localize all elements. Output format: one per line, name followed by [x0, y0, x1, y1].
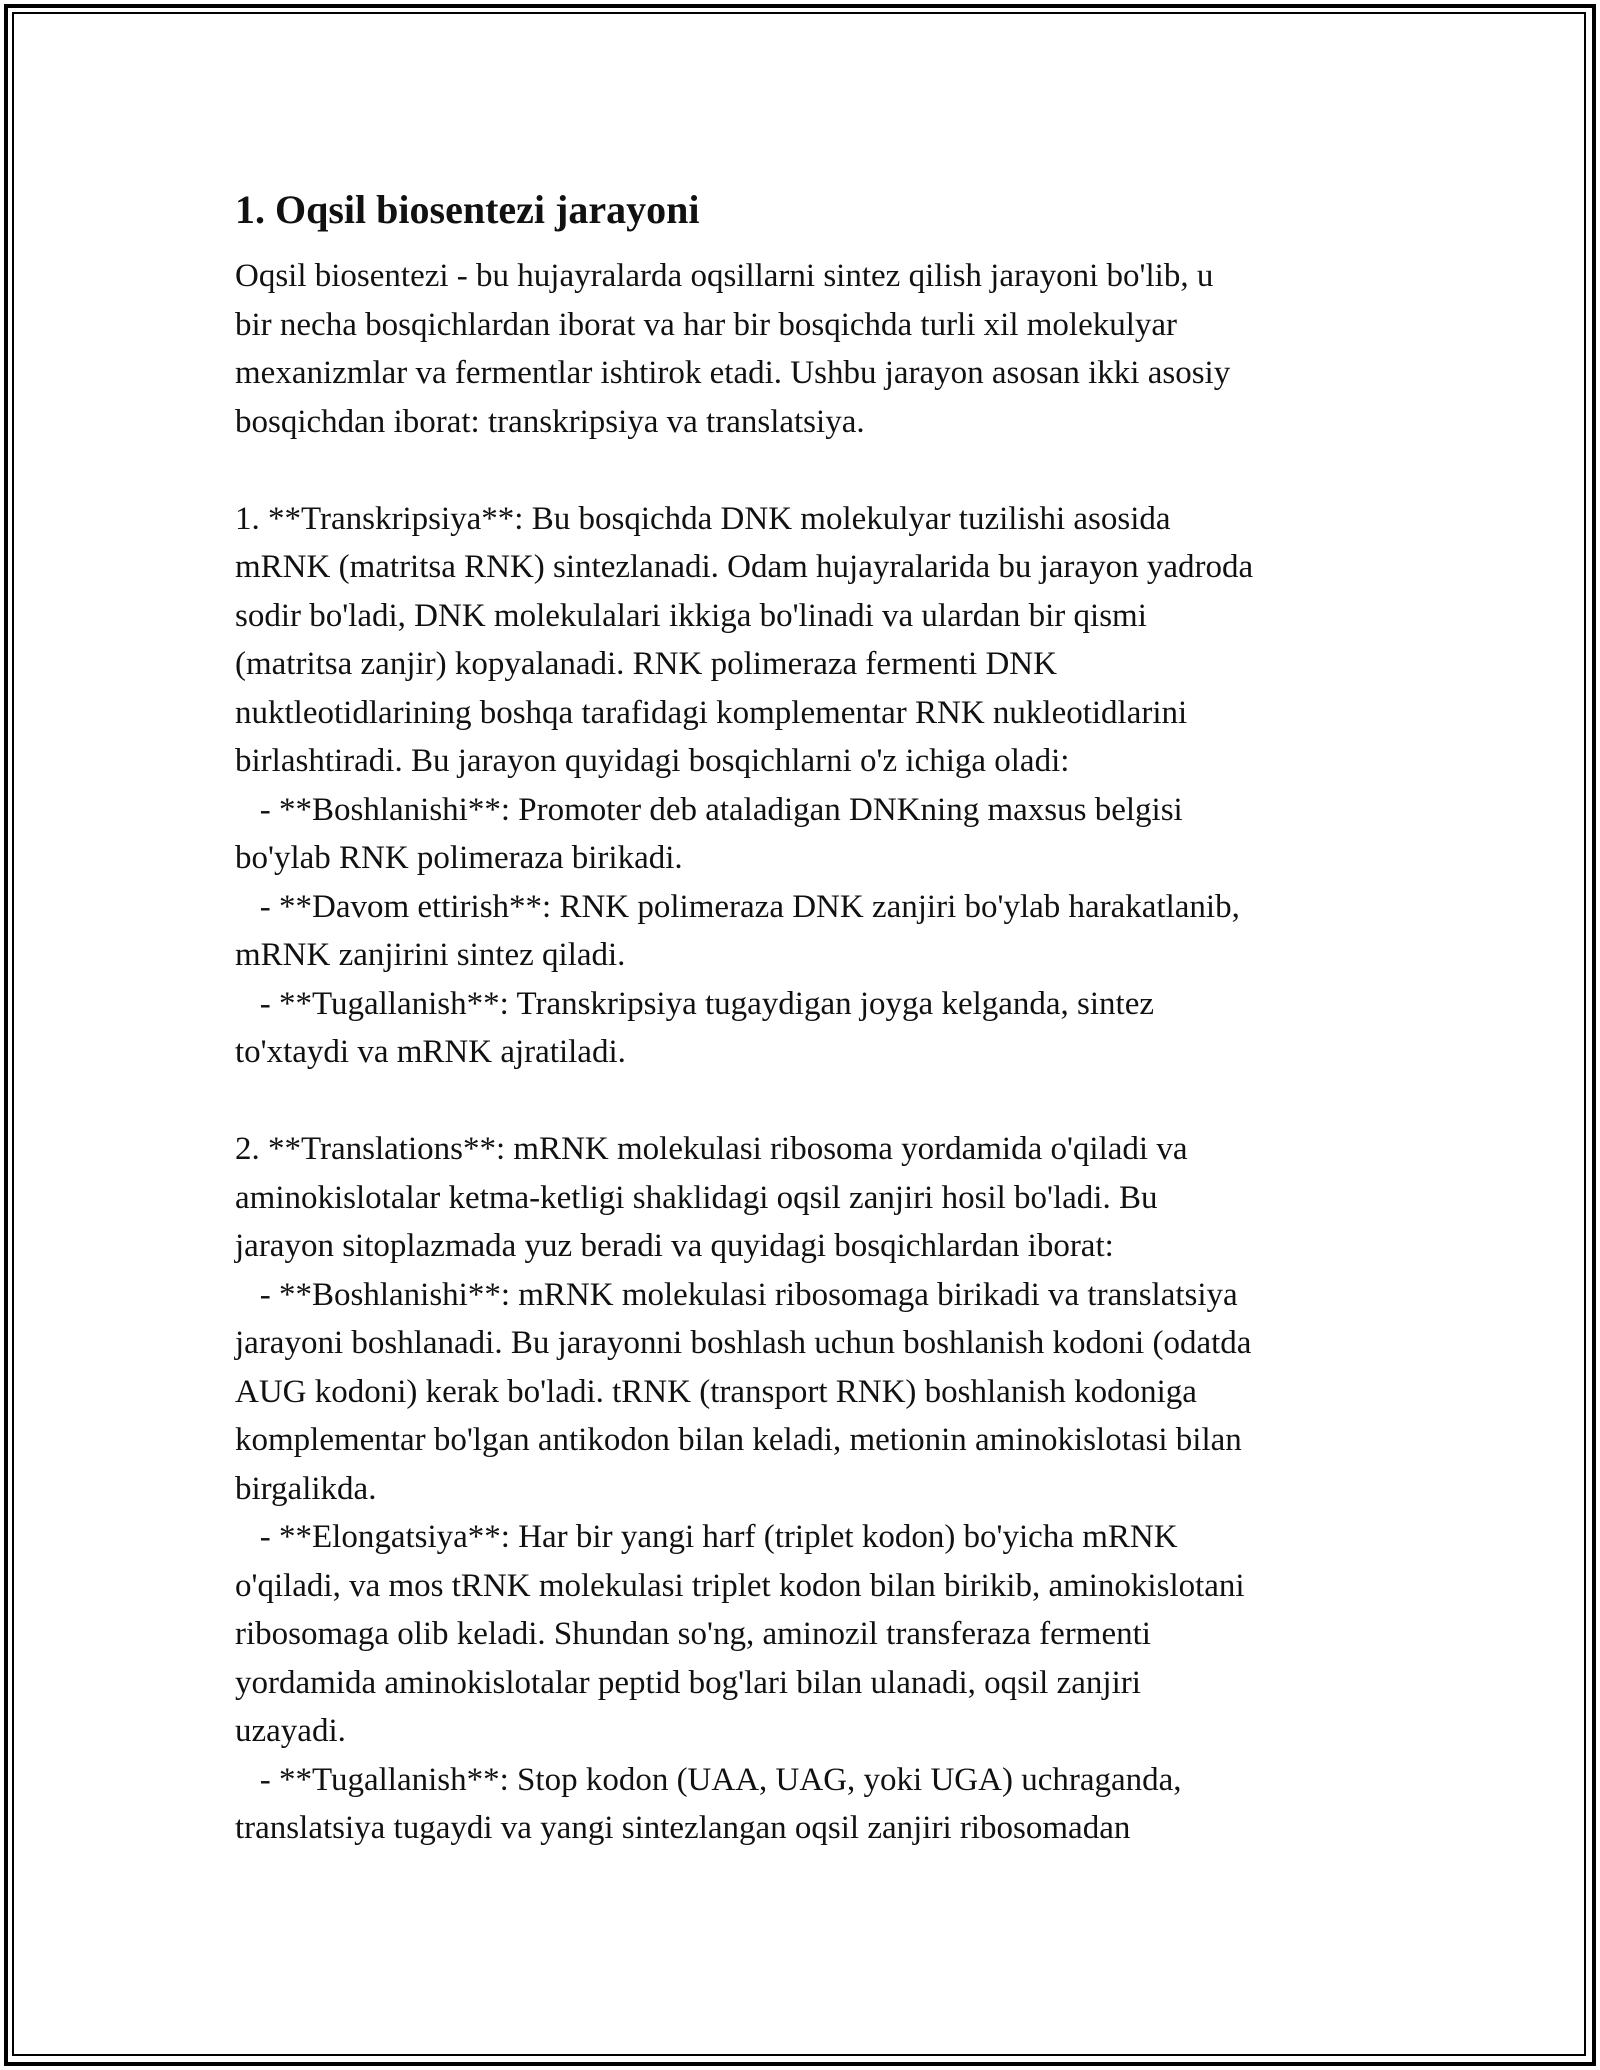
- document-content: [235, 186, 1405, 1853]
- section-heading: 1. Oqsil biosentezi jarayoni: [235, 187, 700, 232]
- document-body-text: Oqsil biosentezi - bu hujayralarda oqsillarni sintez qilish jarayoni bo'lib, u bir necha bosqichlardan iborat va har bir bosqichda turli xil molekulyar mexanizmlar va fermentlar ishtirok etadi. Ushbu jarayon asosan ikki asosiy bosqichdan iborat: transkripsiya va translatsiya. 1. **Transkripsiya**: Bu bosqichda DNK molekulyar tuzilishi asosida mRNK (matritsa RNK) sintezlanadi. Odam hujayralarida bu jarayon yadroda sodir bo'ladi, DNK molekulalari ikkiga bo'linadi va ulardan bir qismi (matritsa zanjir) kopyalanadi. RNK polimeraza fermenti DNK nuktleotidlarining boshqa tarafidagi komplementar RNK nukleotidlarini birlashtiradi. Bu jarayon quyidagi bosqichlarni o'z ichiga oladi: - **Boshlanishi**: Promoter deb ataladigan DNKning maxsus belgisi bo'ylab RNK polimeraza birikadi. - **Davom ettirish**: RNK polimeraza DNK zanjiri bo'ylab harakatlanib, mRNK zanjirini sintez qiladi. - **Tugallanish**: Transkripsiya tugaydigan joyga kelganda, sintez to'xtaydi va mRNK ajratiladi. 2. **Translations**: mRNK molekulasi ribosoma yordamida o'qiladi va aminokislotalar ketma-ketligi shaklidagi oqsil zanjiri hosil bo'ladi. Bu jarayon sitoplazmada yuz beradi va quyidagi bosqichlardan iborat: - **Boshlanishi**: mRNK molekulasi ribosomaga birikadi va translatsiya jarayoni boshlanadi. Bu jarayonni boshlash uchun boshlanish kodoni (odatda AUG kodoni) kerak bo'ladi. tRNK (transport RNK) boshlanish kodoniga komplementar bo'lgan antikodon bilan keladi, metionin aminokislotasi bilan birgalikda. - **Elongatsiya**: Har bir yangi harf (triplet kodon) bo'yicha mRNK o'qiladi, va mos tRNK molekulasi triplet kodon bilan birikib, aminokislotani ribosomaga olib keladi. Shundan so'ng, aminozil transferaza fermenti yordamida aminokislotalar peptid bog'lari bilan ulanadi, oqsil zanjiri uzayadi. - **Tugallanish**: Stop kodon (UAA, UAG, yoki UGA) uchraganda, translatsiya tugaydi va yangi sintezlangan oqsil zanjiri ribosomadan: [235, 258, 1254, 1846]
